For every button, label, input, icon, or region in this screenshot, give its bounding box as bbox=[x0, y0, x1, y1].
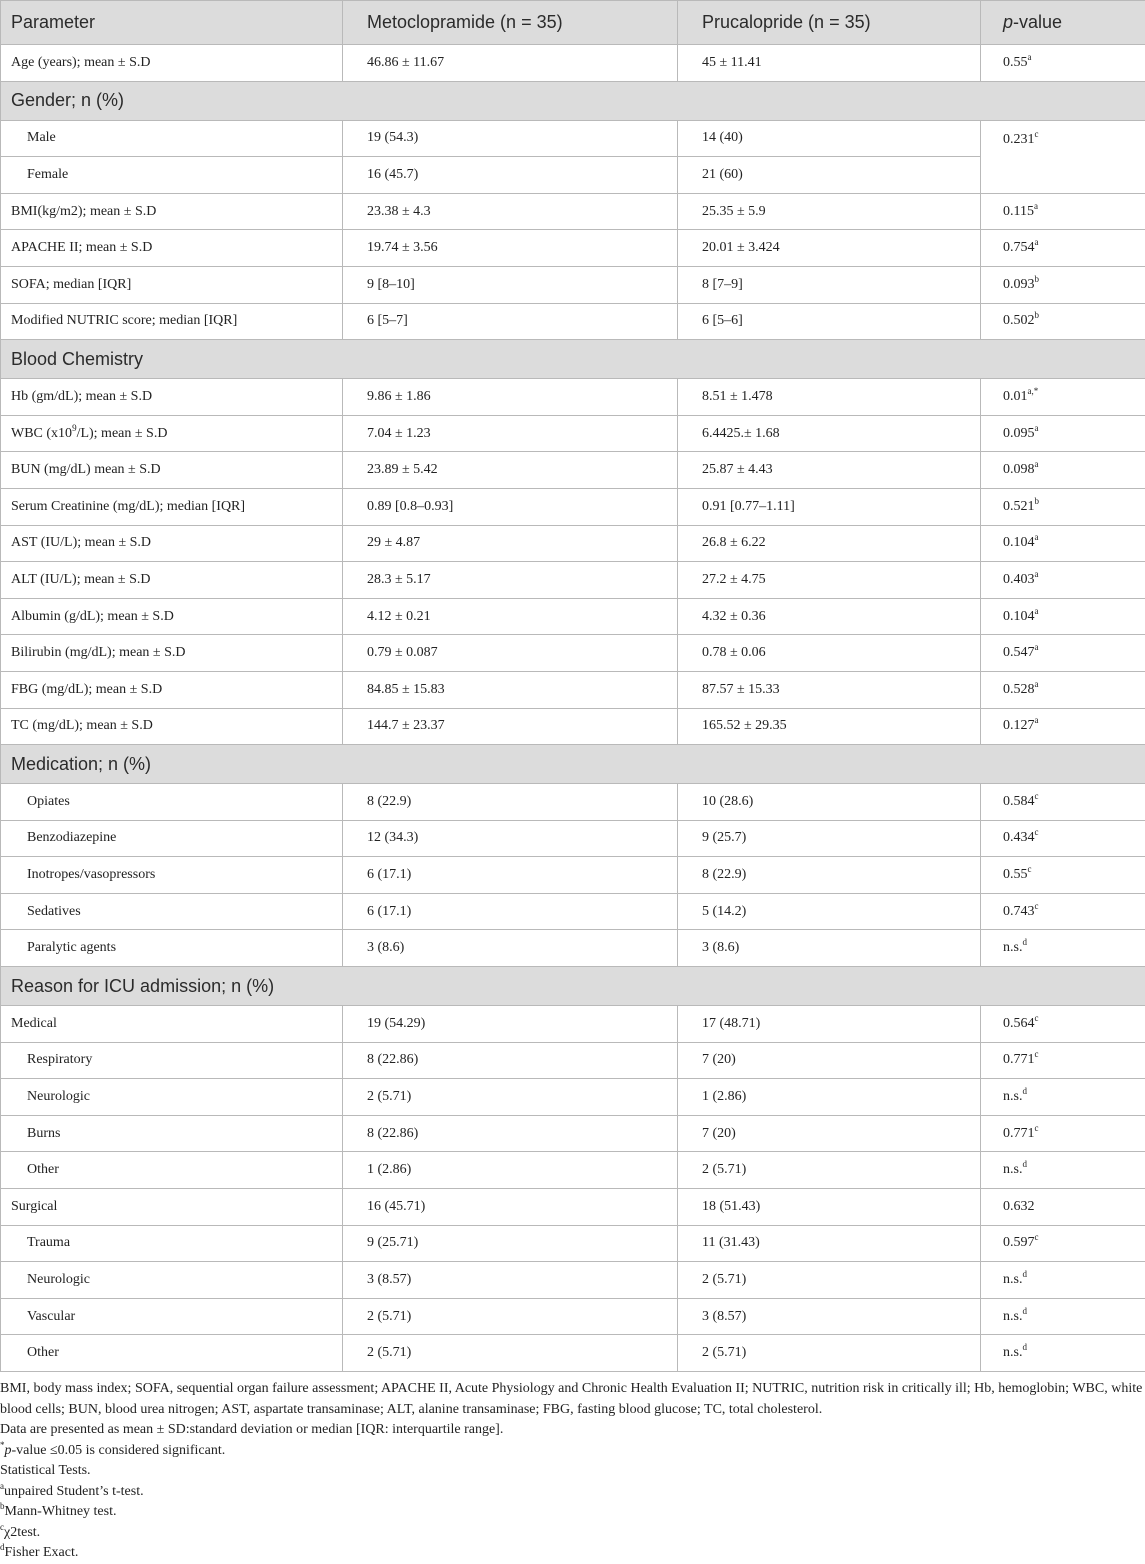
prucalopride-cell: 0.91 [0.77–1.11] bbox=[678, 488, 981, 525]
p-value-test-marker: a bbox=[1027, 51, 1032, 62]
prucalopride-cell: 2 (5.71) bbox=[678, 1335, 981, 1372]
footnote-test-d bbox=[0, 1543, 1145, 1564]
p-value-cell bbox=[981, 598, 1145, 635]
p-value: 0.231 bbox=[1003, 131, 1035, 147]
footnote-tests-title: Statistical Tests. bbox=[0, 1463, 91, 1478]
parameter-label: Female bbox=[27, 166, 69, 182]
parameter-cell bbox=[1, 1006, 343, 1043]
prucalopride-cell: 2 (5.71) bbox=[678, 1152, 981, 1189]
parameter-label: Neurologic bbox=[27, 1089, 90, 1105]
table-row bbox=[1, 415, 1145, 452]
p-value: n.s. bbox=[1003, 1345, 1023, 1361]
metoclopramide-cell: 7.04 ± 1.23 bbox=[343, 415, 678, 452]
prucalopride-cell: 4.32 ± 0.36 bbox=[678, 598, 981, 635]
header-p-suffix: -value bbox=[1013, 12, 1063, 32]
metoclopramide-cell: 6 (17.1) bbox=[343, 857, 678, 894]
parameter-cell bbox=[1, 1262, 343, 1299]
p-value: 0.528 bbox=[1003, 681, 1035, 697]
p-value-test-marker: a bbox=[1034, 715, 1039, 726]
table-row bbox=[1, 193, 1145, 230]
table-row bbox=[1, 379, 1145, 416]
prucalopride-cell: 26.8 ± 6.22 bbox=[678, 525, 981, 562]
p-value-test-marker: c bbox=[1034, 1049, 1039, 1060]
footnote-test-d-text: Fisher Exact. bbox=[4, 1545, 79, 1560]
p-value: 0.632 bbox=[1003, 1198, 1035, 1214]
p-value: n.s. bbox=[1003, 1308, 1023, 1324]
footnote-test-b-sup: b bbox=[0, 1501, 5, 1511]
parameter-cell bbox=[1, 266, 343, 303]
p-value: 0.743 bbox=[1003, 903, 1035, 919]
table-row bbox=[1, 452, 1145, 489]
metoclopramide-cell: 8 (22.86) bbox=[343, 1115, 678, 1152]
p-value-cell bbox=[981, 415, 1145, 452]
parameter-cell bbox=[1, 820, 343, 857]
metoclopramide-cell: 2 (5.71) bbox=[343, 1298, 678, 1335]
p-value-cell bbox=[981, 671, 1145, 708]
table-row bbox=[1, 303, 1145, 340]
p-value-cell bbox=[981, 893, 1145, 930]
table-body bbox=[1, 45, 1145, 1372]
p-value-cell bbox=[981, 303, 1145, 340]
p-value-test-marker: a bbox=[1034, 678, 1039, 689]
p-value: 0.104 bbox=[1003, 535, 1035, 551]
table-row bbox=[1, 525, 1145, 562]
p-value-cell bbox=[981, 1225, 1145, 1262]
p-value: 0.104 bbox=[1003, 608, 1035, 624]
metoclopramide-cell: 46.86 ± 11.67 bbox=[343, 45, 678, 82]
p-value-cell bbox=[981, 1189, 1145, 1226]
table-row bbox=[1, 1225, 1145, 1262]
p-value: 0.55 bbox=[1003, 54, 1028, 70]
p-value-cell bbox=[981, 1262, 1145, 1299]
parameter-cell bbox=[1, 193, 343, 230]
p-value: 0.521 bbox=[1003, 498, 1035, 514]
parameter-cell bbox=[1, 1335, 343, 1372]
p-value-test-marker: d bbox=[1022, 1159, 1027, 1170]
prucalopride-cell: 1 (2.86) bbox=[678, 1079, 981, 1116]
p-value-cell bbox=[981, 1152, 1145, 1189]
parameter-cell bbox=[1, 1298, 343, 1335]
parameter-label: Modified NUTRIC score; median [IQR] bbox=[11, 313, 238, 329]
parameter-cell bbox=[1, 562, 343, 599]
header-p-italic: p bbox=[1003, 12, 1014, 32]
parameter-cell bbox=[1, 635, 343, 672]
parameter-label: ALT (IU/L); mean ± S.D bbox=[11, 571, 151, 587]
p-value-test-marker: b bbox=[1034, 495, 1039, 506]
prucalopride-cell: 21 (60) bbox=[678, 157, 981, 194]
prucalopride-cell: 27.2 ± 4.75 bbox=[678, 562, 981, 599]
p-value: n.s. bbox=[1003, 1089, 1023, 1105]
prucalopride-cell: 18 (51.43) bbox=[678, 1189, 981, 1226]
p-value-test-marker: d bbox=[1022, 1342, 1027, 1353]
footnote-test-c-sup: c bbox=[0, 1521, 4, 1532]
prucalopride-cell: 20.01 ± 3.424 bbox=[678, 230, 981, 267]
p-value: 0.584 bbox=[1003, 793, 1035, 809]
p-value: n.s. bbox=[1003, 1272, 1023, 1288]
parameter-label: Serum Creatinine (mg/dL); median [IQR] bbox=[11, 498, 246, 514]
p-value-test-marker: a bbox=[1034, 532, 1039, 543]
p-value-cell bbox=[981, 820, 1145, 857]
p-value-test-marker: a bbox=[1034, 237, 1039, 248]
p-value: 0.095 bbox=[1003, 425, 1035, 441]
parameter-cell bbox=[1, 120, 343, 157]
parameter-cell bbox=[1, 1152, 343, 1189]
table-header bbox=[1, 1, 1145, 45]
metoclopramide-cell: 6 (17.1) bbox=[343, 893, 678, 930]
parameter-label: SOFA; median [IQR] bbox=[11, 276, 132, 292]
parameter-label: Bilirubin (mg/dL); mean ± S.D bbox=[11, 645, 186, 661]
p-value-cell bbox=[981, 1079, 1145, 1116]
table-row bbox=[1, 562, 1145, 599]
section-title: Gender; n (%) bbox=[1, 81, 1145, 120]
prucalopride-cell: 0.78 ± 0.06 bbox=[678, 635, 981, 672]
table-row bbox=[1, 857, 1145, 894]
table-row bbox=[1, 1152, 1145, 1189]
parameter-label-suffix: /L); mean ± S.D bbox=[76, 425, 168, 441]
prucalopride-cell: 8 [7–9] bbox=[678, 266, 981, 303]
footnote-significance-p: p bbox=[4, 1442, 12, 1458]
metoclopramide-cell: 19.74 ± 3.56 bbox=[343, 230, 678, 267]
parameter-cell bbox=[1, 1189, 343, 1226]
p-value: n.s. bbox=[1003, 940, 1023, 956]
p-value-cell bbox=[981, 488, 1145, 525]
footnote-test-a bbox=[0, 1482, 1145, 1503]
header-p-value bbox=[981, 1, 1145, 45]
table-row bbox=[1, 635, 1145, 672]
prucalopride-cell: 2 (5.71) bbox=[678, 1262, 981, 1299]
prucalopride-cell: 6 [5–6] bbox=[678, 303, 981, 340]
parameter-label: Sedatives bbox=[27, 903, 81, 919]
parameter-label: Albumin (g/dL); mean ± S.D bbox=[11, 608, 174, 624]
p-value-test-marker: a bbox=[1033, 200, 1038, 211]
parameter-label: Other bbox=[27, 1162, 59, 1178]
p-value-test-marker: a bbox=[1034, 605, 1039, 616]
parameter-label: BMI(kg/m2); mean ± S.D bbox=[11, 203, 157, 219]
parameter-cell bbox=[1, 452, 343, 489]
p-value: 0.564 bbox=[1003, 1015, 1035, 1031]
metoclopramide-cell: 4.12 ± 0.21 bbox=[343, 598, 678, 635]
p-value-cell bbox=[981, 857, 1145, 894]
table-row bbox=[1, 930, 1145, 967]
parameter-label: Inotropes/vasopressors bbox=[27, 867, 156, 883]
parameter-cell bbox=[1, 415, 343, 452]
p-value-cell bbox=[981, 193, 1145, 230]
prucalopride-cell: 165.52 ± 29.35 bbox=[678, 708, 981, 745]
p-value-test-marker: c bbox=[1034, 1232, 1039, 1243]
table-row bbox=[1, 1042, 1145, 1079]
footnote-test-b-text: Mann-Whitney test. bbox=[4, 1504, 117, 1519]
prucalopride-cell: 8.51 ± 1.478 bbox=[678, 379, 981, 416]
prucalopride-cell: 45 ± 11.41 bbox=[678, 45, 981, 82]
metoclopramide-cell: 0.89 [0.8–0.93] bbox=[343, 488, 678, 525]
parameter-cell bbox=[1, 857, 343, 894]
parameter-cell bbox=[1, 1115, 343, 1152]
parameter-label: Hb (gm/dL); mean ± S.D bbox=[11, 388, 153, 404]
p-value-cell bbox=[981, 708, 1145, 745]
p-value-cell bbox=[981, 45, 1145, 82]
p-value: 0.754 bbox=[1003, 240, 1035, 256]
metoclopramide-cell: 8 (22.86) bbox=[343, 1042, 678, 1079]
p-value: 0.098 bbox=[1003, 462, 1035, 478]
metoclopramide-cell: 28.3 ± 5.17 bbox=[343, 562, 678, 599]
parameter-label: Other bbox=[27, 1345, 59, 1361]
p-value-cell bbox=[981, 1115, 1145, 1152]
parameter-cell bbox=[1, 303, 343, 340]
header-prucalopride: Prucalopride (n = 35) bbox=[678, 1, 981, 45]
prucalopride-cell: 3 (8.57) bbox=[678, 1298, 981, 1335]
p-value-cell bbox=[981, 635, 1145, 672]
table-row bbox=[1, 230, 1145, 267]
prucalopride-cell: 5 (14.2) bbox=[678, 893, 981, 930]
parameter-cell bbox=[1, 379, 343, 416]
p-value-cell bbox=[981, 525, 1145, 562]
footnote-significance-star: * bbox=[0, 1439, 5, 1450]
p-value: 0.771 bbox=[1003, 1052, 1035, 1068]
p-value-test-marker: d bbox=[1022, 1086, 1027, 1097]
metoclopramide-cell: 2 (5.71) bbox=[343, 1335, 678, 1372]
footnote-significance-text: -value ≤0.05 is considered significant. bbox=[11, 1442, 226, 1458]
metoclopramide-cell: 8 (22.9) bbox=[343, 784, 678, 821]
p-value-test-marker: a bbox=[1034, 422, 1039, 433]
parameter-cell bbox=[1, 45, 343, 82]
p-value: 0.55 bbox=[1003, 867, 1028, 883]
parameter-cell bbox=[1, 671, 343, 708]
metoclopramide-cell: 9.86 ± 1.86 bbox=[343, 379, 678, 416]
parameter-cell bbox=[1, 893, 343, 930]
section-header-row bbox=[1, 967, 1145, 1006]
parameter-label: Opiates bbox=[27, 793, 70, 809]
footnote-test-a-sup: a bbox=[0, 1480, 4, 1491]
prucalopride-cell: 7 (20) bbox=[678, 1042, 981, 1079]
p-value-test-marker: c bbox=[1034, 827, 1039, 838]
prucalopride-cell: 25.87 ± 4.43 bbox=[678, 452, 981, 489]
p-value-test-marker: c bbox=[1034, 900, 1039, 911]
prucalopride-cell: 11 (31.43) bbox=[678, 1225, 981, 1262]
footnote-test-c bbox=[0, 1523, 1145, 1544]
p-value-test-marker: c bbox=[1034, 128, 1039, 139]
parameter-label: Medical bbox=[11, 1015, 57, 1031]
parameter-label: Vascular bbox=[27, 1308, 76, 1324]
parameter-cell bbox=[1, 1042, 343, 1079]
p-value-test-marker: d bbox=[1022, 1305, 1027, 1316]
prucalopride-cell: 10 (28.6) bbox=[678, 784, 981, 821]
p-value: 0.127 bbox=[1003, 718, 1035, 734]
metoclopramide-cell: 23.38 ± 4.3 bbox=[343, 193, 678, 230]
footnote-test-a-text: unpaired Student’s t-test. bbox=[4, 1483, 144, 1499]
metoclopramide-cell: 23.89 ± 5.42 bbox=[343, 452, 678, 489]
p-value-test-marker: a,* bbox=[1027, 385, 1039, 396]
p-value-test-marker: c bbox=[1027, 864, 1032, 875]
table-row bbox=[1, 1335, 1145, 1372]
parameter-cell bbox=[1, 488, 343, 525]
p-value-test-marker: a bbox=[1034, 459, 1039, 470]
p-value: n.s. bbox=[1003, 1162, 1023, 1178]
metoclopramide-cell: 19 (54.29) bbox=[343, 1006, 678, 1043]
p-value-test-marker: b bbox=[1034, 310, 1039, 321]
section-title: Reason for ICU admission; n (%) bbox=[1, 967, 1145, 1006]
parameter-cell bbox=[1, 784, 343, 821]
parameter-cell bbox=[1, 1079, 343, 1116]
footnote-significance bbox=[0, 1441, 1145, 1462]
p-value-cell bbox=[981, 266, 1145, 303]
section-title: Blood Chemistry bbox=[1, 340, 1145, 379]
p-value-test-marker: c bbox=[1034, 1122, 1039, 1133]
parameter-label: FBG (mg/dL); mean ± S.D bbox=[11, 681, 163, 697]
parameter-label: Paralytic agents bbox=[27, 940, 117, 956]
metoclopramide-cell: 16 (45.71) bbox=[343, 1189, 678, 1226]
prucalopride-cell: 87.57 ± 15.33 bbox=[678, 671, 981, 708]
table-row bbox=[1, 1079, 1145, 1116]
p-value-cell bbox=[981, 562, 1145, 599]
parameter-label: Respiratory bbox=[27, 1052, 93, 1068]
metoclopramide-cell: 0.79 ± 0.087 bbox=[343, 635, 678, 672]
p-value: 0.403 bbox=[1003, 571, 1035, 587]
footnote-presentation: Data are presented as mean ± SD:standard deviation or median [IQR: interquartile range]. bbox=[0, 1422, 504, 1437]
table-row bbox=[1, 820, 1145, 857]
p-value: 0.434 bbox=[1003, 830, 1035, 846]
p-value-test-marker: a bbox=[1034, 568, 1039, 579]
p-value: 0.771 bbox=[1003, 1125, 1035, 1141]
table-row bbox=[1, 708, 1145, 745]
table-row bbox=[1, 120, 1145, 157]
table-footnotes bbox=[0, 1372, 1145, 1564]
table-row bbox=[1, 266, 1145, 303]
parameter-label: Surgical bbox=[11, 1198, 58, 1214]
section-header-row bbox=[1, 81, 1145, 120]
parameter-label: Burns bbox=[27, 1125, 61, 1141]
metoclopramide-cell: 6 [5–7] bbox=[343, 303, 678, 340]
parameter-label: TC (mg/dL); mean ± S.D bbox=[11, 718, 153, 734]
metoclopramide-cell: 144.7 ± 23.37 bbox=[343, 708, 678, 745]
table-row bbox=[1, 45, 1145, 82]
table-row bbox=[1, 488, 1145, 525]
p-value-cell bbox=[981, 1006, 1145, 1043]
section-header-row bbox=[1, 340, 1145, 379]
p-value-cell bbox=[981, 120, 1145, 193]
parameter-label: Benzodiazepine bbox=[27, 830, 117, 846]
p-value: 0.115 bbox=[1003, 203, 1034, 219]
parameter-label: Trauma bbox=[27, 1235, 71, 1251]
p-value-cell bbox=[981, 930, 1145, 967]
section-title: Medication; n (%) bbox=[1, 745, 1145, 784]
p-value: 0.547 bbox=[1003, 645, 1035, 661]
footnote-test-c-text: χ2test. bbox=[4, 1524, 41, 1540]
parameter-label-superscript: 9 bbox=[72, 422, 77, 433]
metoclopramide-cell: 9 (25.71) bbox=[343, 1225, 678, 1262]
prucalopride-cell: 9 (25.7) bbox=[678, 820, 981, 857]
parameter-cell bbox=[1, 230, 343, 267]
parameter-cell bbox=[1, 598, 343, 635]
metoclopramide-cell: 16 (45.7) bbox=[343, 157, 678, 194]
p-value-test-marker: c bbox=[1034, 1012, 1039, 1023]
p-value-test-marker: d bbox=[1022, 937, 1027, 948]
section-header-row bbox=[1, 745, 1145, 784]
prucalopride-cell: 25.35 ± 5.9 bbox=[678, 193, 981, 230]
p-value-cell bbox=[981, 452, 1145, 489]
metoclopramide-cell: 3 (8.6) bbox=[343, 930, 678, 967]
p-value-cell bbox=[981, 1335, 1145, 1372]
p-value: 0.01 bbox=[1003, 388, 1028, 404]
p-value: 0.597 bbox=[1003, 1235, 1035, 1251]
metoclopramide-cell: 2 (5.71) bbox=[343, 1079, 678, 1116]
parameter-label: BUN (mg/dL) mean ± S.D bbox=[11, 462, 161, 478]
table-row bbox=[1, 157, 1145, 194]
metoclopramide-cell: 12 (34.3) bbox=[343, 820, 678, 857]
parameter-label: Male bbox=[27, 130, 56, 146]
table-row bbox=[1, 1006, 1145, 1043]
table-row bbox=[1, 1298, 1145, 1335]
parameter-cell bbox=[1, 1225, 343, 1262]
table-row bbox=[1, 1115, 1145, 1152]
parameter-label: AST (IU/L); mean ± S.D bbox=[11, 535, 152, 551]
prucalopride-cell: 3 (8.6) bbox=[678, 930, 981, 967]
parameter-label: Neurologic bbox=[27, 1272, 90, 1288]
p-value-cell bbox=[981, 784, 1145, 821]
p-value-test-marker: b bbox=[1034, 273, 1039, 284]
metoclopramide-cell: 84.85 ± 15.83 bbox=[343, 671, 678, 708]
header-metoclopramide: Metoclopramide (n = 35) bbox=[343, 1, 678, 45]
prucalopride-cell: 8 (22.9) bbox=[678, 857, 981, 894]
p-value-cell bbox=[981, 1042, 1145, 1079]
table-row bbox=[1, 893, 1145, 930]
parameter-cell bbox=[1, 157, 343, 194]
table-row bbox=[1, 671, 1145, 708]
footnote-test-b bbox=[0, 1502, 1145, 1523]
metoclopramide-cell: 29 ± 4.87 bbox=[343, 525, 678, 562]
p-value-test-marker: d bbox=[1022, 1269, 1027, 1280]
header-parameter: Parameter bbox=[1, 1, 343, 45]
prucalopride-cell: 14 (40) bbox=[678, 120, 981, 157]
metoclopramide-cell: 19 (54.3) bbox=[343, 120, 678, 157]
table-row bbox=[1, 1189, 1145, 1226]
parameter-label: APACHE II; mean ± S.D bbox=[11, 240, 153, 256]
p-value-cell bbox=[981, 230, 1145, 267]
footnote-abbreviations: BMI, body mass index; SOFA, sequential organ failure assessment; APACHE II, Acute Physiology and Chronic Health Evaluation II; NUTRIC, nutrition risk in critically ill; Hb, hemoglobin; WBC, white blood cells; BUN, blood urea nitrogen; AST, aspartate transaminase; ALT, alanine transaminase; FBG, fasting blood glucose; TC, total cholesterol. bbox=[0, 1381, 1143, 1417]
table-row bbox=[1, 598, 1145, 635]
prucalopride-cell: 7 (20) bbox=[678, 1115, 981, 1152]
table-row bbox=[1, 1262, 1145, 1299]
parameter-label: Age (years); mean ± S.D bbox=[11, 54, 151, 70]
p-value: 0.502 bbox=[1003, 313, 1035, 329]
p-value-test-marker: c bbox=[1034, 790, 1039, 801]
prucalopride-cell: 6.4425.± 1.68 bbox=[678, 415, 981, 452]
metoclopramide-cell: 3 (8.57) bbox=[343, 1262, 678, 1299]
parameter-cell bbox=[1, 708, 343, 745]
p-value-cell bbox=[981, 1298, 1145, 1335]
p-value: 0.093 bbox=[1003, 276, 1035, 292]
footnote-test-d-sup: d bbox=[0, 1542, 5, 1552]
metoclopramide-cell: 1 (2.86) bbox=[343, 1152, 678, 1189]
metoclopramide-cell: 9 [8–10] bbox=[343, 266, 678, 303]
parameter-cell bbox=[1, 930, 343, 967]
parameter-cell bbox=[1, 525, 343, 562]
table-row bbox=[1, 784, 1145, 821]
p-value-test-marker: a bbox=[1034, 642, 1039, 653]
prucalopride-cell: 17 (48.71) bbox=[678, 1006, 981, 1043]
p-value-cell bbox=[981, 379, 1145, 416]
parameter-label: WBC (x10 bbox=[11, 425, 73, 441]
